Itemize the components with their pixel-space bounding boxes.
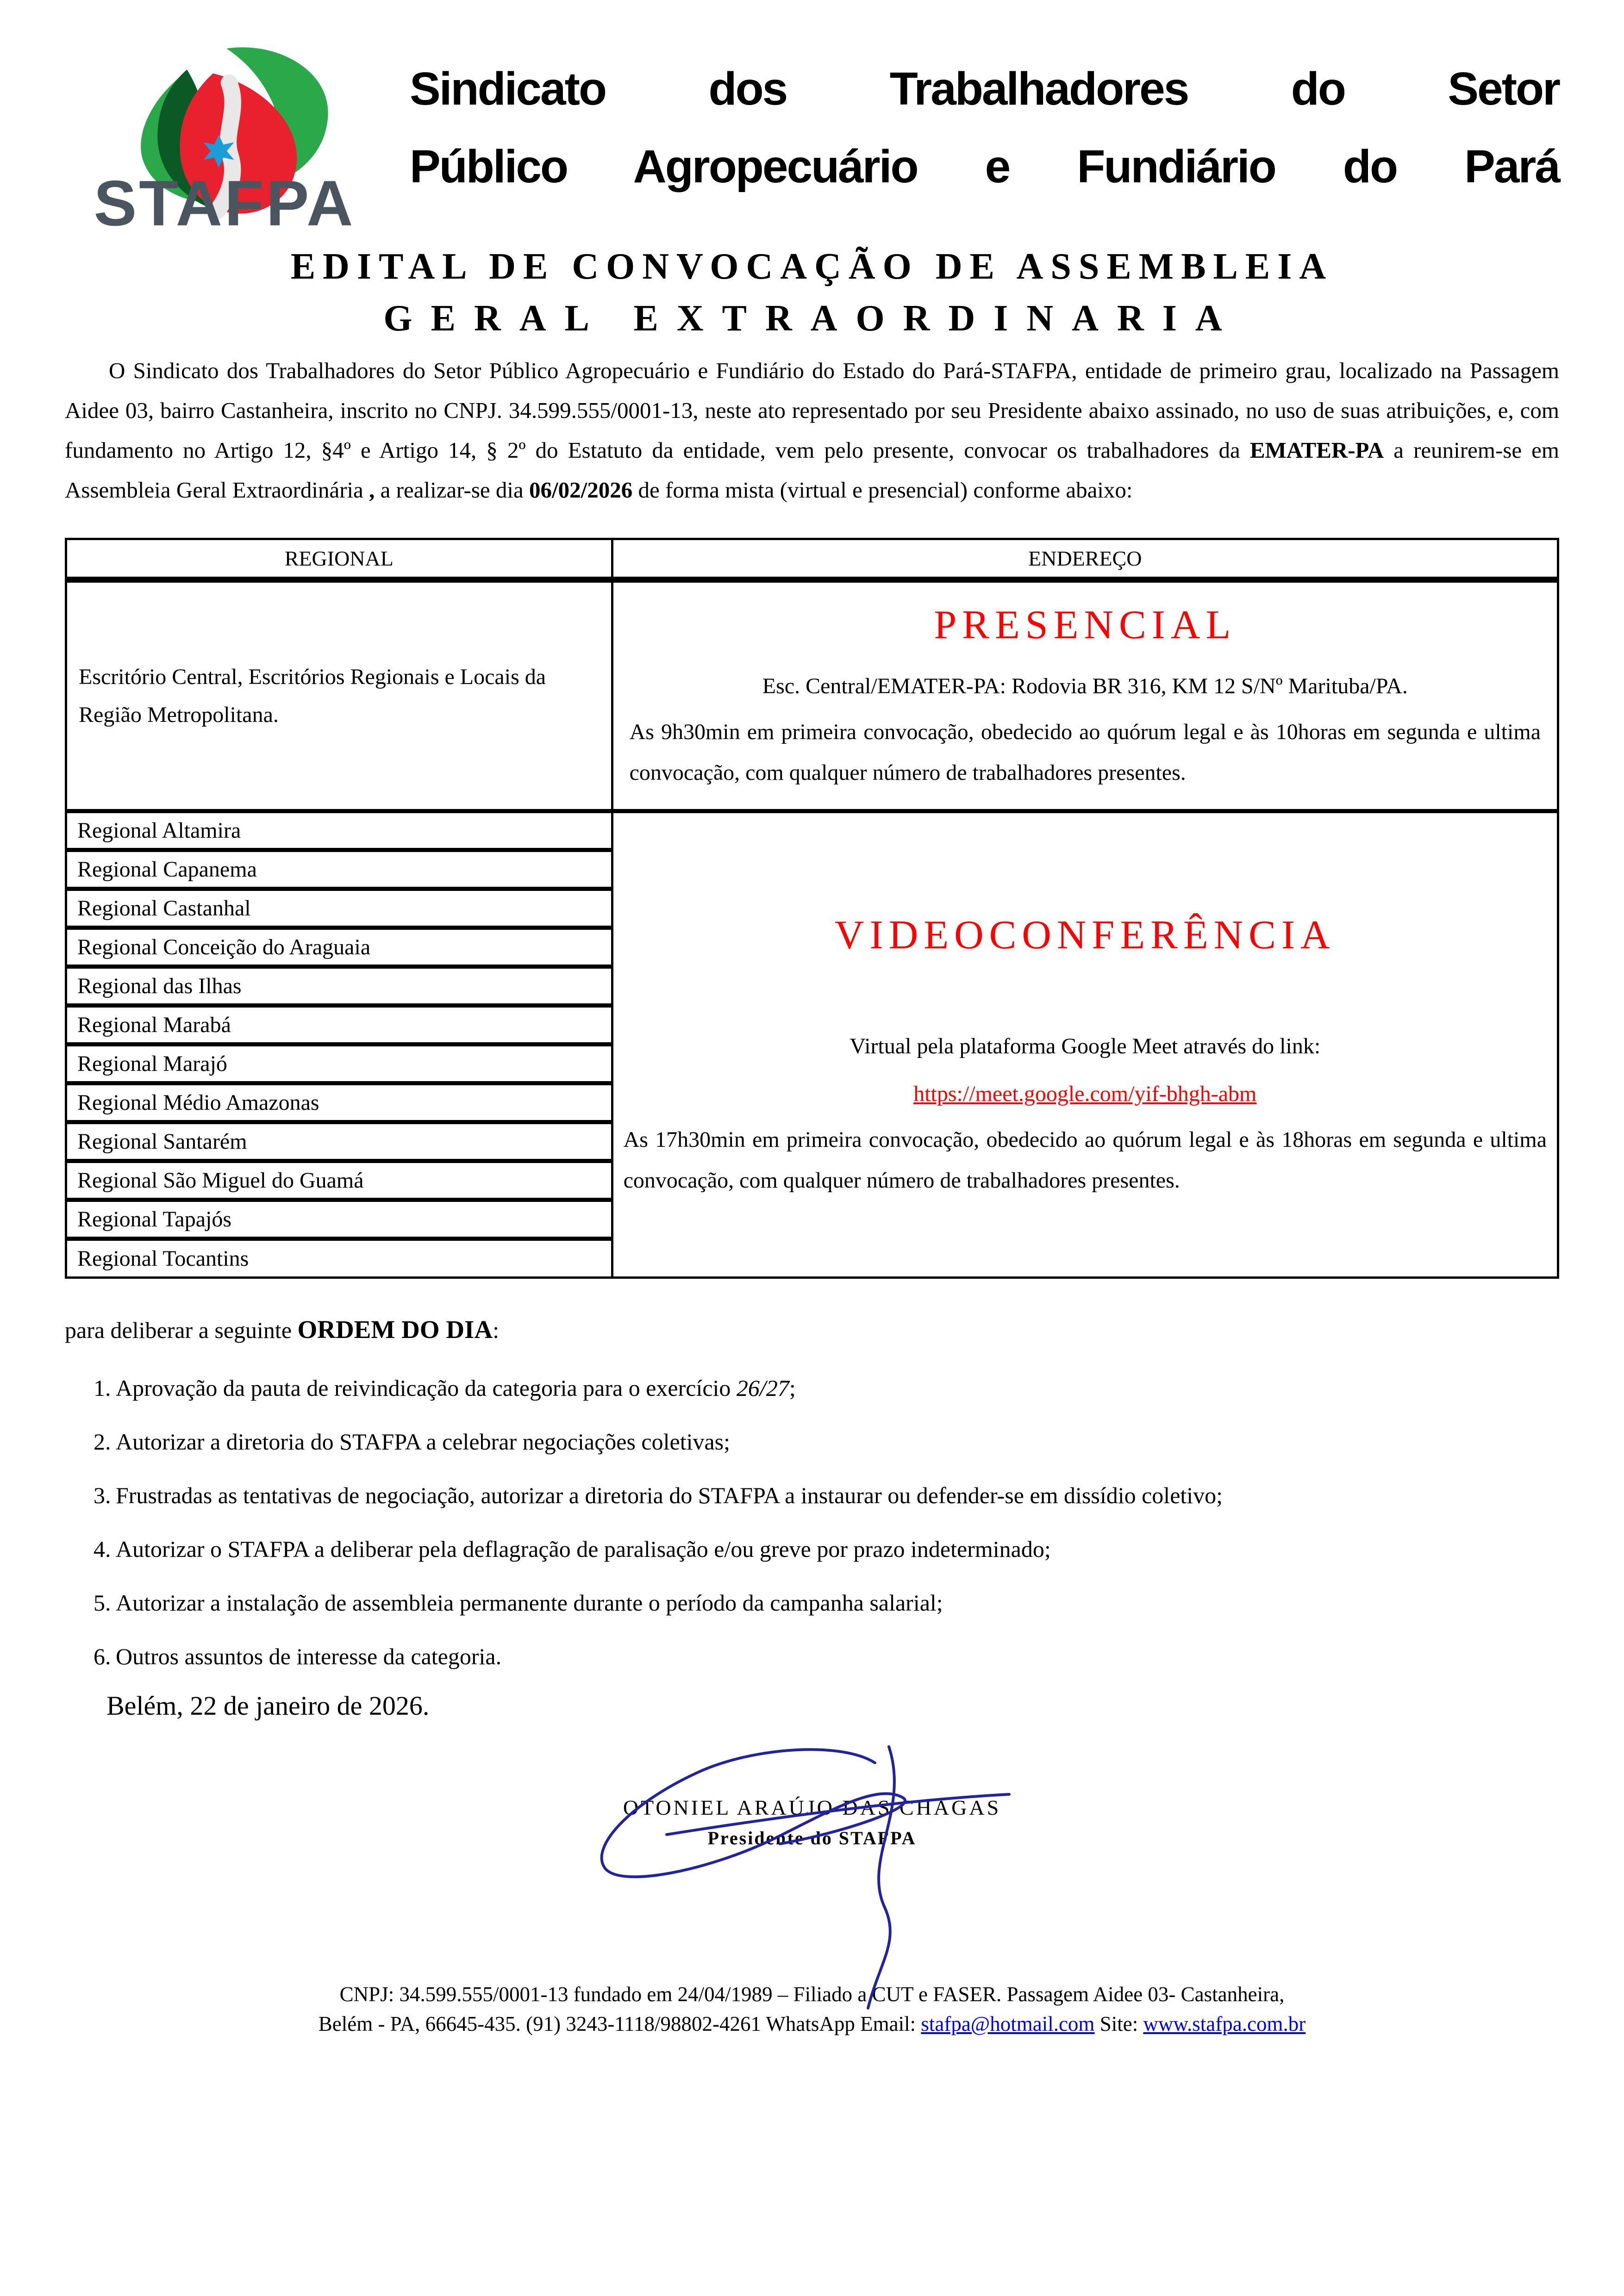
- table-row: [66, 811, 1558, 850]
- list-item: [65, 1475, 1559, 1515]
- stafpa-logo-graphic: [65, 37, 384, 236]
- item-text: Autorizar a diretoria do STAFPA a celebrar negociações coletivas;: [116, 1429, 731, 1455]
- title-line2: GERAL EXTRAORDINARIA: [383, 298, 1241, 339]
- ordem-intro-tail: :: [493, 1317, 500, 1343]
- item-number: 3.: [94, 1482, 111, 1508]
- site-link[interactable]: www.stafpa.com.br: [1143, 2012, 1306, 2035]
- list-item: [65, 1636, 1559, 1676]
- regional-cell: Regional das Ilhas: [66, 967, 612, 1006]
- item-number: 6.: [94, 1643, 111, 1669]
- regional-cell: Regional Castanhal: [66, 889, 612, 928]
- intro-bold-date: 06/02/2026: [529, 477, 633, 503]
- cell-presencial: [612, 580, 1558, 811]
- column-header-endereco: ENDEREÇO: [612, 539, 1558, 580]
- document-title: [65, 241, 1559, 344]
- footer-line2-mid: Site:: [1094, 2012, 1143, 2035]
- item-number: 5.: [94, 1590, 111, 1616]
- signature-block: [65, 1795, 1559, 1953]
- document-header: [65, 37, 1559, 236]
- presencial-body: As 9h30min em primeira convocação, obedecido ao quórum legal e às 10horas em segunda e ultima convocação, com qualquer número de trabalhadores presentes.: [629, 720, 1541, 785]
- regional-cell: Regional Altamira: [66, 811, 612, 850]
- org-name: [410, 50, 1559, 205]
- presencial-title: PRESENCIAL: [934, 603, 1237, 647]
- date-line: Belém, 22 de janeiro de 2026.: [106, 1691, 430, 1721]
- list-item: [65, 1422, 1559, 1462]
- intro-paragraph: [65, 351, 1559, 510]
- intro-seg1: O Sindicato dos Trabalhadores do Setor Público Agropecuário e Fundiário do Estado do Pará-STAFPA, entidade de primeiro grau, localizado na Passagem Aidee 03, bairro Castanheira, inscrito no CNPJ. 34.599.555/0001-13, neste ato representado por seu Presidente abaixo assinado, no uso de suas atribuições, e, com fundamento no Artigo 12, §4º e Artigo 14, § 2º do Estatuto da entidade, vem pelo presente, convocar os trabalhadores da: [65, 358, 1559, 463]
- item-text: [116, 1368, 1559, 1408]
- item-text: Autorizar a instalação de assembleia permanente durante o período da campanha salarial;: [116, 1590, 943, 1616]
- intro-bold-emater: EMATER-PA: [1249, 437, 1384, 463]
- item-text: Autorizar o STAFPA a deliberar pela deflagração de paralisação e/ou greve por prazo indeterminado;: [116, 1536, 1051, 1562]
- meet-link[interactable]: https://meet.google.com/yif-bhgh-abm: [913, 1081, 1257, 1106]
- signer-role: Presidente do STAFPA: [707, 1828, 917, 1848]
- assembly-table: [65, 538, 1559, 1279]
- cell-escritorio-central: Escritório Central, Escritórios Regionais e Locais da Região Metropolitana.: [66, 580, 612, 811]
- regional-cell: Regional Conceição do Araguaia: [66, 928, 612, 967]
- column-header-regional: REGIONAL: [66, 539, 612, 580]
- email-link[interactable]: stafpa@hotmail.com: [921, 2012, 1095, 2035]
- regional-cell: Regional Santarém: [66, 1122, 612, 1161]
- table-header-row: [66, 539, 1558, 580]
- footer-line2: [65, 2009, 1559, 2039]
- regional-cell: Regional Capanema: [66, 850, 612, 889]
- regional-cell: Regional Médio Amazonas: [66, 1083, 612, 1122]
- list-item: [65, 1368, 1559, 1408]
- regional-cell: Regional Marajó: [66, 1045, 612, 1083]
- regional-cell: Regional Tocantins: [66, 1239, 612, 1278]
- video-title: VIDEOCONFERÊNCIA: [834, 912, 1336, 958]
- item-text: Outros assuntos de interesse da categoria.: [116, 1643, 502, 1669]
- signer-name: OTONIEL ARAÚJO DAS CHAGAS: [623, 1796, 1001, 1819]
- item-number: 2.: [94, 1429, 111, 1455]
- org-name-line1: Sindicato dos Trabalhadores do Setor: [410, 63, 1559, 115]
- video-body: As 17h30min em primeira convocação, obedecido ao quórum legal e às 18horas em segunda e ultima convocação, com qualquer número de trabalhadores presentes.: [623, 1127, 1547, 1193]
- stafpa-logo: [65, 37, 384, 236]
- item-text-tail: ;: [789, 1375, 796, 1401]
- intro-seg4: de forma mista (virtual e presencial) conforme abaixo:: [632, 477, 1133, 503]
- title-line1: EDITAL DE CONVOCAÇÃO DE ASSEMBLEIA: [290, 246, 1334, 287]
- ordem-intro-pre: para deliberar a seguinte: [65, 1317, 298, 1343]
- regional-cell: Regional São Miguel do Guamá: [66, 1161, 612, 1200]
- video-link-line: [624, 1081, 1547, 1107]
- item-number: 4.: [94, 1536, 111, 1562]
- table-row: [66, 580, 1558, 811]
- item-number: 1.: [94, 1375, 111, 1401]
- org-name-line2: Público Agropecuário e Fundiário do Pará: [410, 141, 1559, 193]
- regional-cell: Regional Tapajós: [66, 1200, 612, 1239]
- item-text: Frustradas as tentativas de negociação, autorizar a diretoria do STAFPA a instaurar ou defender-se em dissídio coletivo;: [116, 1482, 1223, 1508]
- document-footer: [65, 1979, 1559, 2039]
- footer-line1: CNPJ: 34.599.555/0001-13 fundado em 24/04/1989 – Filiado a CUT e FASER. Passagem Aidee 03- Castanheira,: [339, 1983, 1285, 2006]
- presencial-address: Esc. Central/EMATER-PA: Rodovia BR 316, KM 12 S/Nº Marituba/PA.: [762, 674, 1408, 698]
- intro-seg3: a realizar-se dia: [375, 477, 530, 503]
- list-item: [65, 1583, 1559, 1623]
- footer-line2-pre: Belém - PA, 66645-435. (91) 3243-1118/98802-4261 WhatsApp Email:: [318, 2012, 921, 2035]
- intro-bold-comma: ,: [369, 477, 375, 503]
- logo-wordmark: STAFPA: [94, 167, 356, 236]
- ordem-list: [65, 1368, 1559, 1676]
- item-text-pre: Aprovação da pauta de reivindicação da categoria para o exercício: [116, 1375, 737, 1401]
- item-text-italic: 26/27: [736, 1375, 789, 1401]
- regional-cell: Regional Marabá: [66, 1006, 612, 1045]
- video-intro: Virtual pela plataforma Google Meet através do link:: [849, 1033, 1321, 1058]
- ordem-intro: [65, 1315, 1559, 1344]
- list-item: [65, 1529, 1559, 1569]
- cell-videoconferencia: [612, 811, 1558, 1278]
- ordem-intro-bold: ORDEM DO DIA: [297, 1315, 493, 1344]
- intro-seg2: a reunirem-se em Assembleia Geral Extraordinária: [65, 437, 1560, 503]
